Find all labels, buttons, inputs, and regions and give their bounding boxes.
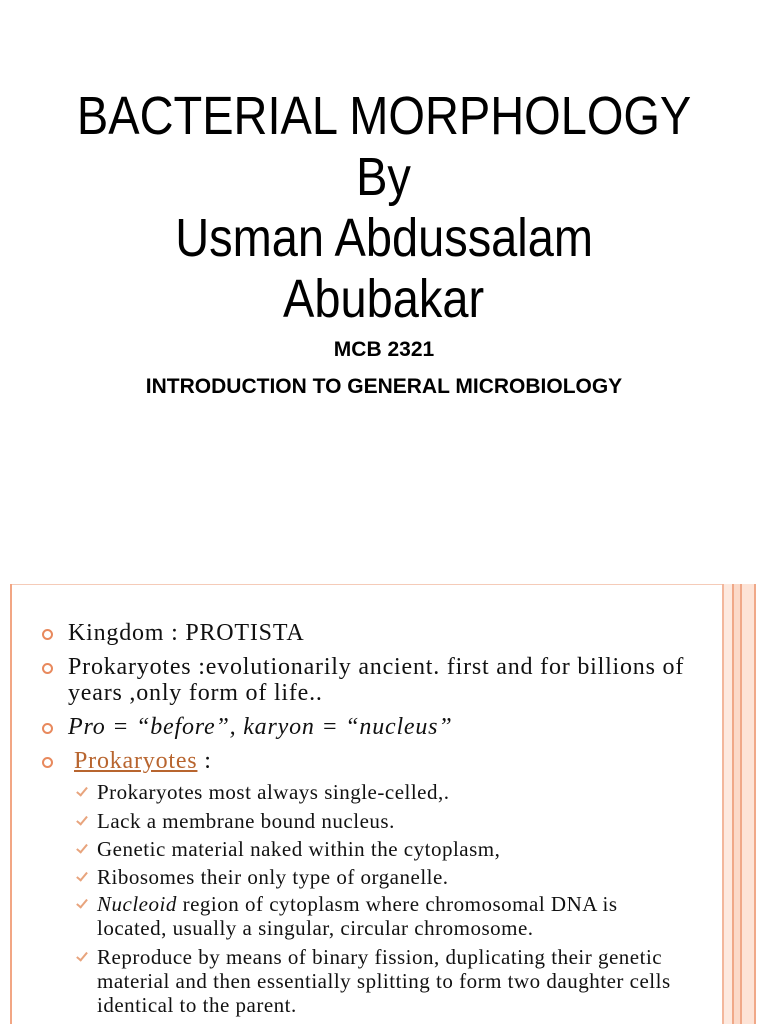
bullet-etymology (68, 714, 452, 740)
nucleoid-term: Nucleoid (97, 892, 177, 916)
bullet-text: Pro = “before”, karyon = “nucleus” (68, 714, 453, 740)
bullet-prokaryotes-ancient (68, 654, 684, 706)
check-icon (76, 784, 88, 796)
circle-bullet-icon (42, 723, 53, 734)
sub-bullet-text: Prokaryotes most always single-celled,. (97, 780, 450, 804)
check-icon (76, 949, 88, 961)
circle-bullet-icon (42, 629, 53, 640)
circle-bullet-icon (42, 663, 53, 674)
sub-bullet-reproduction (97, 945, 671, 1017)
sub-bullet-text: material and then essentially splitting to form two daughter cells (97, 969, 671, 993)
slide-decorative-band (722, 584, 756, 1024)
sub-bullet (97, 780, 450, 804)
slide-top-border (10, 584, 722, 585)
title-line: By (356, 147, 412, 207)
slide-title (0, 86, 768, 330)
bullet-kingdom (68, 620, 305, 646)
bullet-text: Prokaryotes :evolutionarily ancient. first and for billions of (68, 654, 685, 680)
author-line: Usman Abdussalam (175, 208, 593, 268)
check-icon (76, 896, 88, 908)
circle-bullet-icon (42, 757, 53, 768)
sub-bullet-text: Reproduce by means of binary fission, duplicating their genetic (97, 945, 663, 969)
sub-bullet-text: Genetic material naked within the cytoplasm, (97, 837, 501, 861)
sub-bullet-text: identical to the parent. (97, 993, 297, 1017)
check-icon (76, 869, 88, 881)
sub-bullet (97, 837, 500, 861)
course-title: INTRODUCTION TO GENERAL MICROBIOLOGY (145, 375, 623, 398)
bullet-text: years ,only form of life.. (68, 680, 323, 706)
sub-bullet (97, 809, 395, 833)
check-icon (76, 841, 88, 853)
sub-bullet-text: Ribosomes their only type of organelle. (97, 865, 449, 889)
sub-bullet-text: Lack a membrane bound nucleus. (97, 809, 395, 833)
sub-bullet-nucleoid (97, 892, 618, 940)
bullet-text: Kingdom : PROTISTA (68, 620, 305, 646)
content-slide (0, 584, 768, 1024)
sub-bullet-text: located, usually a singular, circular chromosome. (97, 916, 534, 940)
title-line: BACTERIAL MORPHOLOGY (76, 86, 692, 146)
author-line: Abubakar (283, 269, 485, 329)
sub-bullet-text: region of cytoplasm where chromosomal DNA is (176, 892, 618, 916)
course-code: MCB 2321 (333, 338, 435, 361)
prokaryotes-link[interactable]: Prokaryotes (74, 748, 198, 774)
slide-left-border (10, 584, 12, 1024)
bullet-prokaryotes-heading (68, 748, 212, 774)
heading-suffix: : (197, 748, 212, 774)
sub-bullet (97, 865, 449, 889)
check-icon (76, 813, 88, 825)
